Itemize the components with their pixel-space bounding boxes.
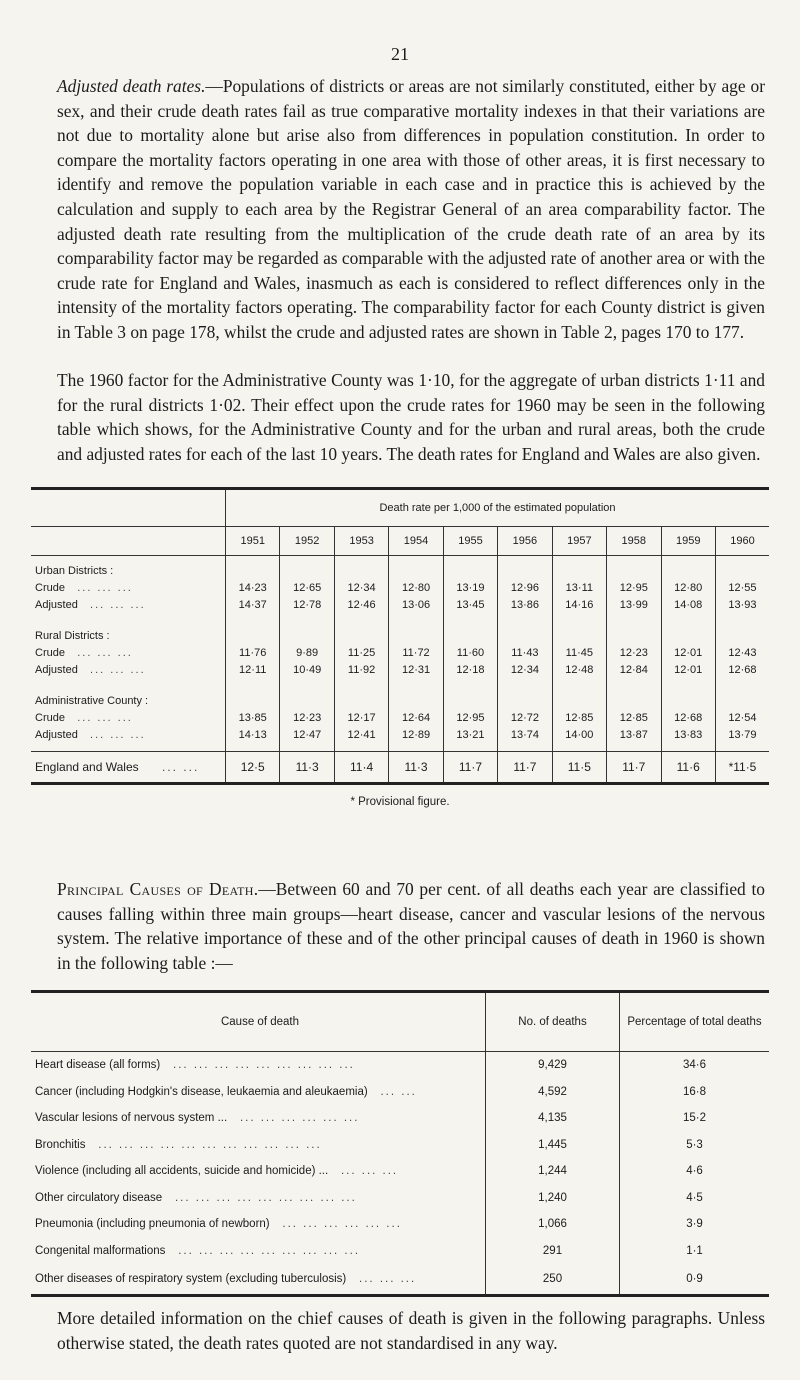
empty-cell — [443, 678, 497, 686]
england-wales-row — [31, 752, 769, 784]
rate-row — [31, 596, 769, 613]
number-column-header: No. of deaths — [486, 992, 620, 1052]
rate-value: 14·23 — [226, 579, 280, 596]
cause-label: Cancer (including Hodgkin's disease, leukaemia and aleukaemia) — [35, 1085, 368, 1098]
rate-value: 12·23 — [607, 644, 661, 661]
empty-cell — [715, 678, 769, 686]
rate-value: 12·31 — [389, 661, 443, 678]
empty-cell — [226, 678, 280, 686]
cause-label: Bronchitis — [35, 1138, 86, 1151]
rate-value: 12·68 — [661, 709, 715, 726]
rate-value: 12·64 — [389, 709, 443, 726]
rate-value: 12·23 — [280, 709, 334, 726]
rate-value: 13·19 — [443, 579, 497, 596]
cause-cell — [31, 1185, 486, 1212]
rate-value: 12·95 — [443, 709, 497, 726]
empty-cell — [661, 678, 715, 686]
empty-cell — [334, 686, 388, 709]
england-wales-value: 11·7 — [607, 752, 661, 784]
year-header-cell: 1955 — [443, 527, 497, 556]
empty-cell — [226, 556, 280, 580]
cause-cell — [31, 1264, 486, 1296]
rate-row-label-cell — [31, 644, 226, 661]
empty-cell — [715, 621, 769, 644]
rate-value: 12·46 — [334, 596, 388, 613]
leader-dots: ... ... ... — [90, 598, 146, 611]
empty-cell — [334, 613, 388, 621]
rate-row-label-cell — [31, 661, 226, 678]
cause-label: Other circulatory disease — [35, 1191, 163, 1204]
england-wales-label: England and Wales — [35, 760, 139, 774]
empty-cell — [552, 743, 606, 752]
rate-value: 10·49 — [280, 661, 334, 678]
rate-value: 12·72 — [498, 709, 552, 726]
empty-cell — [443, 686, 497, 709]
empty-cell — [498, 556, 552, 580]
england-wales-value: 11·7 — [498, 752, 552, 784]
cause-row — [31, 1238, 769, 1265]
deaths-percentage: 0·9 — [686, 1273, 703, 1285]
empty-cell — [661, 743, 715, 752]
cause-cell — [31, 1052, 486, 1079]
rate-value: 13·06 — [389, 596, 443, 613]
closing-paragraph: More detailed information on the chief causes of death is given in the following paragraphs. Unless otherwise stated, the death rates quoted are not standardised in any way. — [57, 1308, 765, 1353]
empty-cell — [334, 556, 388, 580]
cause-row — [31, 1079, 769, 1106]
empty-cell — [715, 556, 769, 580]
leader-dots: ... ... ... ... ... ... — [239, 1112, 360, 1125]
cause-cell — [31, 1158, 486, 1185]
rate-type-label: Crude — [35, 711, 65, 724]
rate-value: 12·84 — [607, 661, 661, 678]
rate-value: 13·86 — [498, 596, 552, 613]
year-header-row — [31, 527, 769, 556]
rate-type-label: Crude — [35, 646, 65, 659]
empty-cell — [443, 613, 497, 621]
rate-value: 14·37 — [226, 596, 280, 613]
cause-row — [31, 1211, 769, 1238]
rate-value: 11·25 — [334, 644, 388, 661]
empty-cell — [607, 686, 661, 709]
rate-value: 13·45 — [443, 596, 497, 613]
rate-value: 13·83 — [661, 726, 715, 743]
leader-dots: ... ... ... ... ... ... ... ... ... ... ... — [98, 1138, 322, 1151]
causes-table-body — [31, 992, 769, 1296]
cause-row — [31, 1264, 769, 1296]
rate-value: 12·80 — [389, 579, 443, 596]
rate-value: 12·80 — [661, 579, 715, 596]
deaths-count: 9,429 — [486, 1052, 620, 1079]
rate-value: 14·16 — [552, 596, 606, 613]
rate-value: 11·45 — [552, 644, 606, 661]
cause-row — [31, 1158, 769, 1185]
year-header-cell: 1954 — [389, 527, 443, 556]
rate-value: 12·55 — [728, 581, 757, 594]
empty-cell — [607, 556, 661, 580]
rate-value: 11·76 — [226, 644, 280, 661]
adjusted-death-rates-paragraph — [57, 74, 765, 345]
cause-label: Violence (including all accidents, suicide and homicide) ... — [35, 1165, 329, 1178]
empty-cell — [389, 686, 443, 709]
page-number: 21 — [391, 44, 409, 64]
rate-row-label-cell — [31, 709, 226, 726]
rate-value: 12·78 — [280, 596, 334, 613]
rate-value: 13·79 — [728, 728, 757, 741]
group-title-row — [31, 621, 769, 644]
rate-value: 13·99 — [607, 596, 661, 613]
death-rates-super-header: Death rate per 1,000 of the estimated population — [226, 489, 770, 527]
year-header-cell: 1951 — [226, 527, 280, 556]
empty-cell — [389, 613, 443, 621]
leader-dots: ... ... ... — [77, 646, 133, 659]
empty-cell — [280, 743, 334, 752]
deaths-percentage: 4·6 — [686, 1165, 703, 1178]
empty-cell — [389, 621, 443, 644]
empty-cell — [552, 556, 606, 580]
empty-cell — [552, 678, 606, 686]
causes-header-row — [31, 992, 769, 1052]
england-wales-value: 12·5 — [226, 752, 280, 784]
rate-value: 12·01 — [661, 661, 715, 678]
rate-type-label: Adjusted — [35, 598, 78, 611]
rate-value: 12·54 — [728, 711, 757, 724]
empty-cell — [31, 678, 226, 686]
percent-column-header: Percentage of total deaths — [620, 992, 770, 1052]
cause-cell — [31, 1238, 486, 1265]
leader-dots: ... ... ... — [90, 728, 146, 741]
empty-cell — [661, 686, 715, 709]
year-header-cell: 1956 — [498, 527, 552, 556]
deaths-count: 291 — [486, 1238, 620, 1265]
empty-cell — [715, 613, 769, 621]
cause-label: Pneumonia (including pneumonia of newborn) — [35, 1218, 270, 1231]
empty-cell — [607, 613, 661, 621]
empty-cell — [280, 556, 334, 580]
paragraph-lead-heading: Principal Causes of Death. — [57, 879, 259, 899]
rate-value: 12·18 — [443, 661, 497, 678]
paragraph-text: —Between 60 and 70 per cent. of all deaths each year are classified to causes falling within three main groups—heart disease, cancer and vascular lesions of the nervous system. The relative importance of these and of the other principal causes of death in 1960 is shown in the following table :— — [57, 879, 765, 973]
leader-dots: ... ... ... ... ... ... ... ... ... — [178, 1244, 361, 1257]
england-wales-value: 11·6 — [661, 752, 715, 784]
group-title: Rural Districts : — [31, 621, 226, 644]
deaths-count: 4,592 — [486, 1079, 620, 1106]
empty-cell — [443, 743, 497, 752]
england-wales-value: *11·5 — [715, 752, 769, 784]
deaths-count: 250 — [486, 1264, 620, 1296]
empty-cell — [607, 743, 661, 752]
cause-row — [31, 1052, 769, 1079]
cause-label: Vascular lesions of nervous system ... — [35, 1112, 228, 1125]
rate-value: 14·00 — [552, 726, 606, 743]
comparability-factor-paragraph: The 1960 factor for the Administrative County was 1·10, for the aggregate of urban districts 1·11 and for the rural districts 1·02. Their effect upon the crude rates for 1960 may be seen in the following table which shows, for the Administrative County and for the urban and rural areas, both the crude and adjusted rates for each of the last 10 years. The death rates for England and Wales are also given. — [57, 370, 765, 464]
rate-value: 12·47 — [280, 726, 334, 743]
rate-value: 12·48 — [552, 661, 606, 678]
rate-row-label-cell — [31, 579, 226, 596]
rate-value: 9·89 — [280, 644, 334, 661]
empty-header-cell — [31, 527, 226, 556]
empty-cell — [226, 686, 280, 709]
empty-cell — [661, 621, 715, 644]
death-rates-super-header-row — [31, 489, 769, 527]
leader-dots: ... ... ... ... ... ... ... ... ... — [174, 1191, 357, 1204]
rate-row — [31, 726, 769, 743]
rate-value: 12·41 — [334, 726, 388, 743]
rate-value: 13·93 — [728, 598, 757, 611]
deaths-count: 1,445 — [486, 1132, 620, 1159]
empty-cell — [552, 613, 606, 621]
rate-value: 11·72 — [389, 644, 443, 661]
year-header-cell: 1953 — [334, 527, 388, 556]
empty-cell — [661, 613, 715, 621]
rate-row-label-cell — [31, 726, 226, 743]
empty-cell — [715, 743, 769, 752]
deaths-percentage: 1·1 — [686, 1244, 703, 1257]
rate-value: 12·65 — [280, 579, 334, 596]
empty-cell — [607, 621, 661, 644]
empty-cell — [607, 678, 661, 686]
empty-cell — [498, 743, 552, 752]
group-title: Administrative County : — [31, 686, 226, 709]
deaths-percentage: 3·9 — [686, 1218, 703, 1231]
empty-cell — [334, 743, 388, 752]
rate-value: 12·68 — [728, 663, 757, 676]
rate-value: 13·85 — [226, 709, 280, 726]
deaths-count: 1,066 — [486, 1211, 620, 1238]
year-header-cell: 1958 — [607, 527, 661, 556]
rate-value: 12·85 — [552, 709, 606, 726]
empty-cell — [226, 613, 280, 621]
rate-row — [31, 661, 769, 678]
empty-cell — [389, 678, 443, 686]
cause-row — [31, 1185, 769, 1212]
cause-cell — [31, 1079, 486, 1106]
rate-value: 14·13 — [226, 726, 280, 743]
england-wales-value: 11·4 — [334, 752, 388, 784]
leader-dots: ... ... — [161, 760, 200, 774]
rate-row — [31, 709, 769, 726]
deaths-percentage: 34·6 — [682, 1059, 707, 1072]
cause-row — [31, 1105, 769, 1132]
leader-dots: ... ... ... ... ... ... — [282, 1218, 402, 1231]
empty-cell — [31, 613, 226, 621]
rate-type-label: Crude — [35, 581, 65, 594]
rate-value: 13·21 — [443, 726, 497, 743]
empty-cell — [498, 686, 552, 709]
empty-cell — [280, 613, 334, 621]
england-wales-value: 11·5 — [552, 752, 606, 784]
paragraph-lead-heading: Adjusted death rates. — [57, 76, 206, 96]
england-wales-label-cell — [31, 752, 226, 784]
empty-cell — [31, 743, 226, 752]
empty-cell — [389, 743, 443, 752]
rate-value: 12·34 — [498, 661, 552, 678]
rate-value: 11·60 — [443, 644, 497, 661]
empty-cell — [498, 678, 552, 686]
rate-value: 12·85 — [607, 709, 661, 726]
provisional-footnote: * Provisional figure. — [350, 796, 450, 808]
spacer-row — [31, 678, 769, 686]
empty-cell — [226, 743, 280, 752]
deaths-percentage: 15·2 — [682, 1112, 707, 1125]
rate-value: 12·95 — [607, 579, 661, 596]
causes-of-death-table — [31, 990, 769, 1297]
deaths-percentage: 16·8 — [682, 1085, 707, 1098]
leader-dots: ... ... — [380, 1085, 417, 1098]
spacer-row — [31, 613, 769, 621]
year-header-cell: 1959 — [661, 527, 715, 556]
rate-value: 11·92 — [334, 661, 388, 678]
empty-cell — [334, 678, 388, 686]
empty-cell — [389, 556, 443, 580]
rate-value: 12·89 — [389, 726, 443, 743]
year-header-cell: 1957 — [552, 527, 606, 556]
cause-cell — [31, 1105, 486, 1132]
empty-cell — [661, 556, 715, 580]
empty-cell — [552, 621, 606, 644]
cause-cell — [31, 1211, 486, 1238]
death-rates-table-body — [31, 489, 769, 784]
group-title-row — [31, 686, 769, 709]
rate-type-label: Adjusted — [35, 728, 78, 741]
rate-value: 12·11 — [226, 661, 280, 678]
empty-cell — [715, 686, 769, 709]
rate-value: 12·96 — [498, 579, 552, 596]
spacer-row — [31, 743, 769, 752]
england-wales-value: 11·7 — [443, 752, 497, 784]
rate-type-label: Adjusted — [35, 663, 78, 676]
cause-label: Congenital malformations — [35, 1244, 166, 1257]
leader-dots: ... ... ... ... ... ... ... ... ... — [173, 1059, 355, 1072]
empty-cell — [552, 686, 606, 709]
empty-cell — [498, 621, 552, 644]
cause-label: Other diseases of respiratory system (excluding tuberculosis) — [35, 1273, 347, 1285]
group-title: Urban Districts : — [31, 556, 226, 580]
empty-cell — [226, 621, 280, 644]
rate-value: 13·87 — [607, 726, 661, 743]
leader-dots: ... ... ... — [90, 663, 146, 676]
cause-label: Heart disease (all forms) — [35, 1059, 161, 1072]
rate-value: 12·34 — [334, 579, 388, 596]
england-wales-value: 11·3 — [389, 752, 443, 784]
cause-column-header: Cause of death — [31, 992, 486, 1052]
deaths-percentage: 4·5 — [686, 1191, 703, 1204]
leader-dots: ... ... ... — [77, 581, 133, 594]
rate-row-label-cell — [31, 596, 226, 613]
rate-value: 13·74 — [498, 726, 552, 743]
rate-value: 12·43 — [728, 646, 757, 659]
year-header-cell: 1960 — [715, 527, 769, 556]
principal-causes-paragraph — [57, 877, 765, 975]
rate-row — [31, 644, 769, 661]
cause-row — [31, 1132, 769, 1159]
empty-cell — [443, 621, 497, 644]
rate-value: 12·01 — [661, 644, 715, 661]
rate-value: 14·08 — [661, 596, 715, 613]
year-header-cell: 1952 — [280, 527, 334, 556]
empty-cell — [498, 613, 552, 621]
empty-cell — [280, 678, 334, 686]
leader-dots: ... ... ... — [340, 1165, 399, 1178]
death-rates-table — [31, 487, 769, 785]
cause-cell — [31, 1132, 486, 1159]
leader-dots: ... ... ... — [359, 1273, 417, 1285]
england-wales-value: 11·3 — [280, 752, 334, 784]
deaths-count: 4,135 — [486, 1105, 620, 1132]
rate-value: 11·43 — [498, 644, 552, 661]
group-title-row — [31, 556, 769, 580]
paragraph-text: —Populations of districts or areas are not similarly constituted, either by age or sex, and their crude death rates fail as true comparative mortality indexes in that their variations are not due to mortality alone but arise also from differences in population constitution. In order to compare the mortality factors operating in one area with those of other areas, it is first necessary to identify and remove the population variable in each case and in practice this is achieved by the calculation and supply to each area by the Registrar General of an area comparability factor. The adjusted death rate resulting from the multiplication of the crude death rate of an area by its comparability factor may be regarded as comparable with the adjusted rate of another area or with the crude rate for England and Wales, inasmuch as each is considered to reflect differences only in the intensity of the mortality factors operating. The comparability factor for each County district is given in Table 3 on page 178, whilst the crude and adjusted rates are shown in Table 2, pages 170 to 177. — [57, 76, 765, 342]
deaths-count: 1,240 — [486, 1185, 620, 1212]
empty-header-cell — [31, 489, 226, 527]
leader-dots: ... ... ... — [77, 711, 133, 724]
empty-cell — [334, 621, 388, 644]
empty-cell — [280, 686, 334, 709]
rate-row — [31, 579, 769, 596]
rate-value: 13·11 — [552, 579, 606, 596]
empty-cell — [443, 556, 497, 580]
empty-cell — [280, 621, 334, 644]
deaths-percentage: 5·3 — [686, 1138, 703, 1151]
deaths-count: 1,244 — [486, 1158, 620, 1185]
rate-value: 12·17 — [334, 709, 388, 726]
